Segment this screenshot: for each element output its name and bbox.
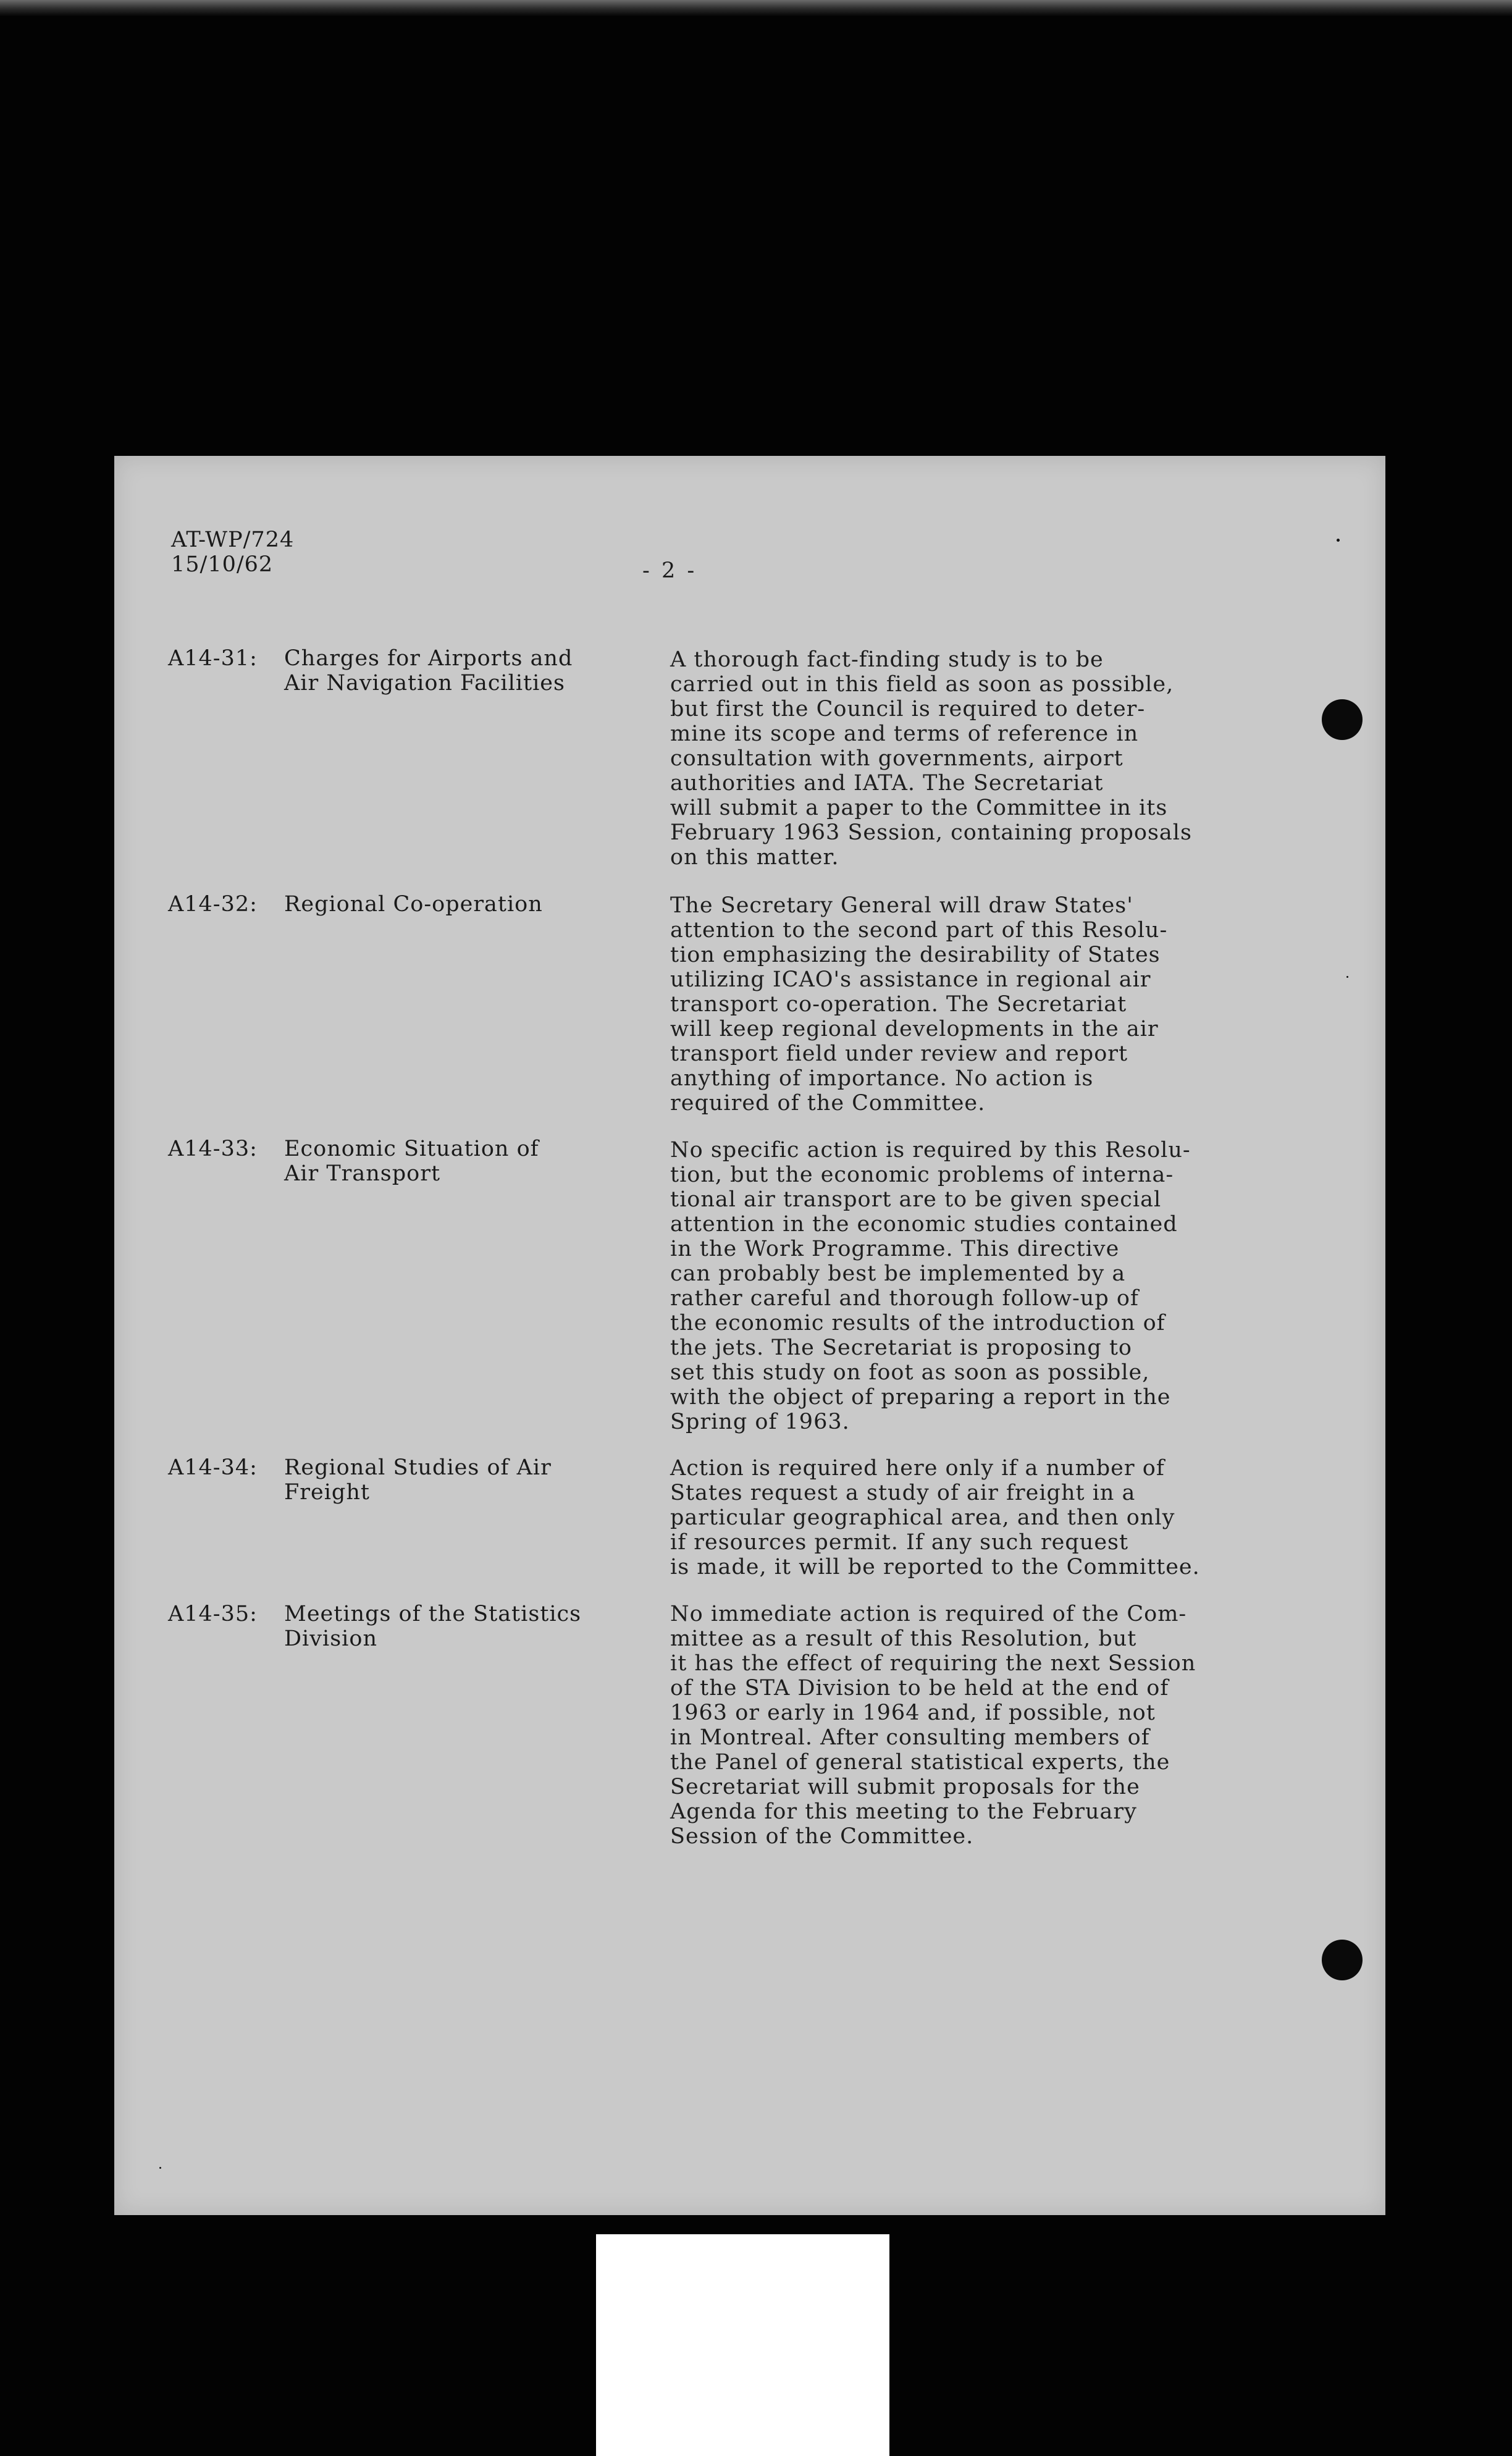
resolution-title: Meetings of the Statistics Division	[284, 1602, 582, 1651]
resolution-code: A14-31:	[168, 646, 258, 671]
punch-hole	[1322, 699, 1363, 740]
resolution-action: A thorough fact-finding study is to be carried out in this field as soon as possible, but first the Council is required to deter- mine its scope and terms of reference in consultation with governments, airport authorities and IATA. The Secretariat will submit a paper to the Committee in its February 1963 Session, containing proposals on this matter.	[670, 647, 1192, 870]
resolution-code: A14-32:	[168, 892, 258, 917]
blank-label-area	[596, 2234, 889, 2456]
speck	[159, 2167, 161, 2169]
resolution-title: Regional Co-operation	[284, 892, 543, 917]
speck	[1346, 976, 1348, 978]
resolution-code: A14-34:	[168, 1455, 258, 1480]
page-number: - 2 -	[642, 558, 697, 583]
resolution-action: No specific action is required by this Resolu- tion, but the economic problems of interna- tional air transport are to be given special attention in the economic studies contained in the Work Programme. This directive can probably best be implemented by a rather careful and thorough follow-up of the economic results of the introduction of the jets. The Secretariat is proposing to set this study on foot as soon as possible, with the object of preparing a report in the Spring of 1963.	[670, 1138, 1191, 1434]
resolution-action: Action is required here only if a number of States request a study of air freight in a particular geographical area, and then only if resources permit. If any such request is made, it will be reported to the Committee.	[670, 1456, 1200, 1579]
resolution-action: The Secretary General will draw States' attention to the second part of this Resolu- tion emphasizing the desirability of States utilizing ICAO's assistance in regional air transport co-operation. The Secretariat will keep regional developments in the air transport field under review and report anything of importance. No action is required of the Committee.	[670, 893, 1168, 1116]
document-reference	[171, 528, 294, 577]
resolution-title: Charges for Airports and Air Navigation Facilities	[284, 646, 573, 696]
doc-ref-number: AT-WP/724	[171, 528, 295, 552]
punch-hole	[1322, 1940, 1363, 1980]
resolution-action: No immediate action is required of the Com- mittee as a result of this Resolution, but it has the effect of requiring the next Session of the STA Division to be held at the end of 1963 or early in 1964 and, if possible, not in Montreal. After consulting members of the Panel of general statistical experts, the Secretariat will submit proposals for the Agenda for this meeting to the February Session of the Committee.	[670, 1602, 1196, 1849]
scan-top-edge	[0, 0, 1512, 16]
doc-date: 15/10/62	[171, 552, 274, 577]
resolution-code: A14-35:	[168, 1602, 258, 1626]
resolution-title: Regional Studies of Air Freight	[284, 1455, 552, 1505]
resolution-title: Economic Situation of Air Transport	[284, 1137, 539, 1186]
resolution-code: A14-33:	[168, 1137, 258, 1161]
speck	[1337, 539, 1340, 542]
